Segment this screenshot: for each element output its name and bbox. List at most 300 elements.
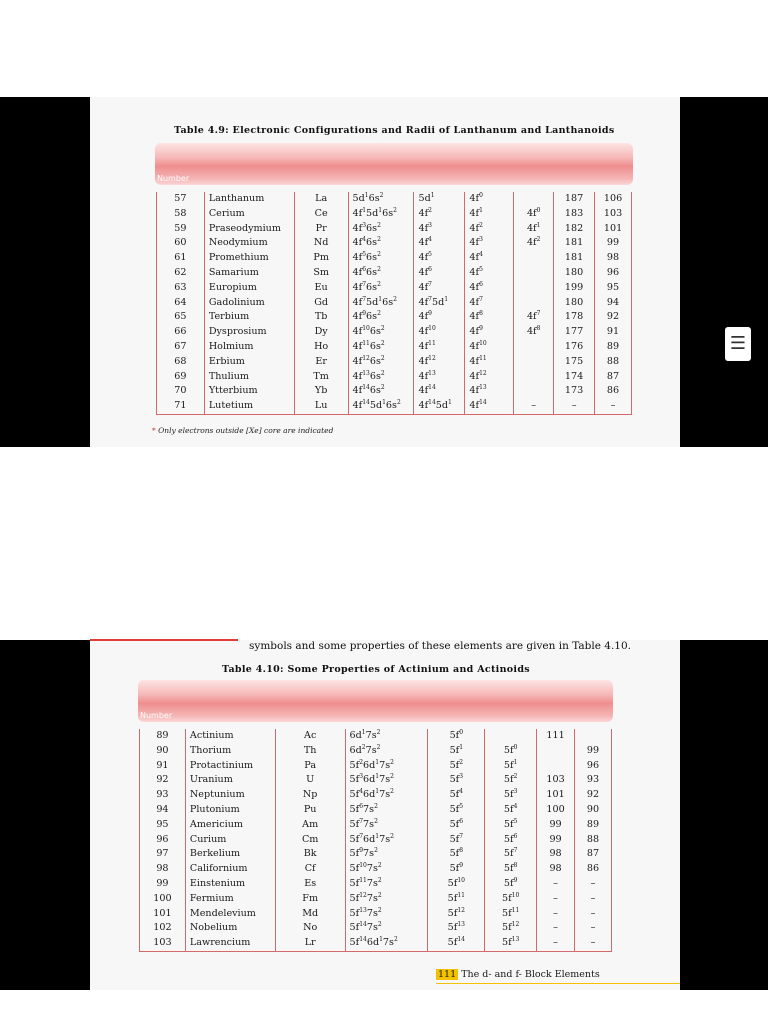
cell-r1: –: [537, 936, 575, 951]
cell-c2: $4f^{10}$: [414, 325, 465, 340]
cell-num: 71: [157, 399, 205, 414]
cell-name: Protactinium: [185, 759, 275, 774]
cell-c2: $5f^1$: [428, 744, 485, 759]
cell-c2: $4f^{13}$: [414, 370, 465, 385]
cell-sym: Md: [275, 907, 345, 922]
cell-c1: $4f^15d^16s^2$: [348, 207, 414, 222]
cell-name: Plutonium: [185, 803, 275, 818]
hamburger-menu-icon: ☰: [729, 333, 747, 354]
cell-r1: –: [554, 399, 595, 414]
cell-sym: Pm: [294, 251, 348, 266]
table-4-10: [139, 729, 612, 952]
cell-num: 100: [140, 892, 186, 907]
cell-c3: $5f^3$: [485, 788, 537, 803]
cell-r2: 87: [595, 370, 632, 385]
cell-c3: $4f^{13}$: [465, 384, 514, 399]
header-fragment: Number: [157, 174, 190, 183]
table-row: [157, 192, 632, 207]
cell-c3: $5f^{11}$: [485, 907, 537, 922]
table-row: [140, 847, 612, 862]
cell-num: 98: [140, 862, 186, 877]
cell-num: 67: [157, 340, 205, 355]
cell-r2: 95: [595, 281, 632, 296]
cell-num: 61: [157, 251, 205, 266]
cell-num: 63: [157, 281, 205, 296]
cell-c2: $5f^0$: [428, 729, 485, 744]
table-row: [140, 818, 612, 833]
cell-r2: 106: [595, 192, 632, 207]
table-row: [140, 833, 612, 848]
table-4-9-header: [155, 143, 633, 185]
cell-num: 70: [157, 384, 205, 399]
cell-num: 92: [140, 773, 186, 788]
cell-num: 64: [157, 296, 205, 311]
cell-name: Cerium: [204, 207, 294, 222]
cell-sym: Eu: [294, 281, 348, 296]
cell-sym: Ac: [275, 729, 345, 744]
cell-r1: 99: [537, 833, 575, 848]
cell-c3: $4f^{10}$: [465, 340, 514, 355]
cell-sym: Am: [275, 818, 345, 833]
cell-name: Neptunium: [185, 788, 275, 803]
cell-num: 102: [140, 921, 186, 936]
cell-r1: –: [537, 892, 575, 907]
cell-r2: 96: [575, 759, 612, 774]
section-rule: [90, 639, 238, 641]
table-row: [140, 862, 612, 877]
cell-c1: $5f^{14}6d^17s^2$: [345, 936, 428, 951]
cell-c2: $4f^75d^1$: [414, 296, 465, 311]
footnote-mark: *: [152, 426, 156, 435]
cell-c1: $4f^75d^16s^2$: [348, 296, 414, 311]
cell-c2: $5f^2$: [428, 759, 485, 774]
cell-name: Lanthanum: [204, 192, 294, 207]
cell-name: Ytterbium: [204, 384, 294, 399]
cell-c1: $4f^36s^2$: [348, 222, 414, 237]
cell-r1: [537, 744, 575, 759]
cell-c4: [514, 370, 554, 385]
cell-c1: $5f^77s^2$: [345, 818, 428, 833]
cell-c2: $5f^{10}$: [428, 877, 485, 892]
cell-sym: Cm: [275, 833, 345, 848]
cell-c4: [514, 192, 554, 207]
cell-c3: $5f^{10}$: [485, 892, 537, 907]
cell-r1: 98: [537, 847, 575, 862]
cell-sym: Gd: [294, 296, 348, 311]
cell-sym: Nd: [294, 236, 348, 251]
cell-num: 90: [140, 744, 186, 759]
cell-c2: $4f^{14}5d^1$: [414, 399, 465, 414]
cell-r2: 93: [575, 773, 612, 788]
cell-name: Thorium: [185, 744, 275, 759]
cell-r1: 98: [537, 862, 575, 877]
cell-r1: 99: [537, 818, 575, 833]
cell-c2: $5f^{14}$: [428, 936, 485, 951]
cell-num: 89: [140, 729, 186, 744]
cell-name: Americium: [185, 818, 275, 833]
cell-c3: $4f^7$: [465, 296, 514, 311]
cell-c4: $4f^2$: [514, 236, 554, 251]
cell-c2: $5f^4$: [428, 788, 485, 803]
table-4-9-caption: Table 4.9: Electronic Configurations and Radii of Lanthanum and Lanthanoids: [174, 125, 615, 136]
cell-c1: $5f^97s^2$: [345, 847, 428, 862]
cell-c4: [514, 281, 554, 296]
cell-r1: 111: [537, 729, 575, 744]
cell-r2: 99: [595, 236, 632, 251]
table-row: [157, 399, 632, 414]
cell-c4: [514, 355, 554, 370]
cell-name: Lutetium: [204, 399, 294, 414]
cell-sym: No: [275, 921, 345, 936]
cell-sym: Es: [275, 877, 345, 892]
page-number: 111: [438, 969, 457, 980]
cell-c2: $4f^7$: [414, 281, 465, 296]
cell-sym: Yb: [294, 384, 348, 399]
cell-c2: $4f^9$: [414, 310, 465, 325]
cell-c2: $5f^6$: [428, 818, 485, 833]
cell-c4: [514, 266, 554, 281]
cell-c1: $5d^16s^2$: [348, 192, 414, 207]
cell-c1: $5f^36d^17s^2$: [345, 773, 428, 788]
cell-sym: Cf: [275, 862, 345, 877]
cell-num: 68: [157, 355, 205, 370]
cell-name: Fermium: [185, 892, 275, 907]
cell-c3: $5f^0$: [485, 744, 537, 759]
cell-sym: Bk: [275, 847, 345, 862]
header-fragment: Number: [140, 711, 173, 720]
cell-name: Holmium: [204, 340, 294, 355]
cell-sym: Th: [275, 744, 345, 759]
table-row: [140, 773, 612, 788]
cell-sym: Ho: [294, 340, 348, 355]
cell-c2: $4f^6$: [414, 266, 465, 281]
table-row: [157, 236, 632, 251]
table-4-10-caption: Table 4.10: Some Properties of Actinium and Actinoids: [222, 664, 530, 675]
cell-name: Mendelevium: [185, 907, 275, 922]
cell-r1: 177: [554, 325, 595, 340]
cell-r2: 89: [595, 340, 632, 355]
intro-line: symbols and some properties of these elements are given in Table 4.10.: [249, 640, 631, 652]
cell-name: Californium: [185, 862, 275, 877]
cell-r2: 94: [595, 296, 632, 311]
cell-r1: 183: [554, 207, 595, 222]
cell-c1: $5f^{12}7s^2$: [345, 892, 428, 907]
cell-c1: $4f^{14}6s^2$: [348, 384, 414, 399]
cell-num: 96: [140, 833, 186, 848]
cell-c3: $4f^1$: [465, 207, 514, 222]
page-footer: [436, 969, 600, 980]
cell-c3: $5f^7$: [485, 847, 537, 862]
cell-sym: Lr: [275, 936, 345, 951]
cell-num: 57: [157, 192, 205, 207]
cell-r2: 92: [575, 788, 612, 803]
table-row: [157, 355, 632, 370]
table-row: [157, 310, 632, 325]
cell-c3: $5f^8$: [485, 862, 537, 877]
cell-num: 91: [140, 759, 186, 774]
cell-c3: $4f^4$: [465, 251, 514, 266]
cell-c4: [514, 251, 554, 266]
cell-c3: $4f^{11}$: [465, 355, 514, 370]
cell-r1: 178: [554, 310, 595, 325]
cell-name: Curium: [185, 833, 275, 848]
table-row: [140, 803, 612, 818]
cell-r1: –: [537, 907, 575, 922]
cell-c3: $4f^9$: [465, 325, 514, 340]
cell-name: Erbium: [204, 355, 294, 370]
cell-r2: –: [575, 877, 612, 892]
cell-c3: $5f^2$: [485, 773, 537, 788]
cell-num: 60: [157, 236, 205, 251]
cell-r2: 88: [595, 355, 632, 370]
table-row: [140, 936, 612, 951]
cell-r2: 96: [595, 266, 632, 281]
table-row: [140, 907, 612, 922]
cell-c2: $4f^2$: [414, 207, 465, 222]
cell-c4: $4f^1$: [514, 222, 554, 237]
table-row: [157, 384, 632, 399]
table-row: [140, 788, 612, 803]
cell-sym: Tm: [294, 370, 348, 385]
cell-r1: 101: [537, 788, 575, 803]
table-row: [157, 207, 632, 222]
cell-r2: –: [575, 907, 612, 922]
cell-num: 95: [140, 818, 186, 833]
cell-sym: Pa: [275, 759, 345, 774]
cell-c2: $5f^{13}$: [428, 921, 485, 936]
cell-r1: 100: [537, 803, 575, 818]
cell-c3: $4f^8$: [465, 310, 514, 325]
cell-c2: $5f^3$: [428, 773, 485, 788]
cell-sym: Tb: [294, 310, 348, 325]
cell-r2: –: [575, 892, 612, 907]
cell-c2: $5f^8$: [428, 847, 485, 862]
cell-r2: –: [575, 936, 612, 951]
left-letterbox: [0, 97, 90, 447]
cell-r2: 91: [595, 325, 632, 340]
cell-sym: Fm: [275, 892, 345, 907]
cell-num: 97: [140, 847, 186, 862]
cell-r1: 181: [554, 251, 595, 266]
cell-c1: $5f^46d^17s^2$: [345, 788, 428, 803]
table-4-9: [156, 192, 632, 415]
left-letterbox-bottom: [0, 640, 90, 990]
cell-r1: 175: [554, 355, 595, 370]
table-row: [157, 325, 632, 340]
cell-c3: $4f^{12}$: [465, 370, 514, 385]
cell-sym: Pr: [294, 222, 348, 237]
cell-sym: Lu: [294, 399, 348, 414]
cell-sym: Er: [294, 355, 348, 370]
footnote-text: Only electrons outside [Xe] core are indicated: [158, 426, 334, 435]
cell-c3: $5f^{13}$: [485, 936, 537, 951]
table-row: [157, 370, 632, 385]
cell-c3: [485, 729, 537, 744]
table-row: [157, 222, 632, 237]
cell-c2: $4f^4$: [414, 236, 465, 251]
cell-name: Neodymium: [204, 236, 294, 251]
cell-sym: La: [294, 192, 348, 207]
cell-c1: $5f^{11}7s^2$: [345, 877, 428, 892]
cell-c2: $4f^{12}$: [414, 355, 465, 370]
right-letterbox: [680, 97, 768, 447]
table-4-9-footnote: [152, 426, 333, 435]
cell-name: Thulium: [204, 370, 294, 385]
cell-num: 94: [140, 803, 186, 818]
cell-r2: 86: [595, 384, 632, 399]
cell-name: Samarium: [204, 266, 294, 281]
cell-r2: –: [595, 399, 632, 414]
cell-r1: 103: [537, 773, 575, 788]
cell-name: Promethium: [204, 251, 294, 266]
cell-r2: 101: [595, 222, 632, 237]
cell-c2: $4f^{11}$: [414, 340, 465, 355]
cell-c4: [514, 340, 554, 355]
cell-num: 59: [157, 222, 205, 237]
cell-r1: –: [537, 921, 575, 936]
cell-c1: $4f^66s^2$: [348, 266, 414, 281]
cell-name: Europium: [204, 281, 294, 296]
cell-c3: $4f^6$: [465, 281, 514, 296]
cell-name: Actinium: [185, 729, 275, 744]
cell-r2: 98: [595, 251, 632, 266]
cell-num: 99: [140, 877, 186, 892]
table-row: [157, 281, 632, 296]
table-row: [140, 759, 612, 774]
cell-c4: $4f^8$: [514, 325, 554, 340]
cell-r2: 89: [575, 818, 612, 833]
cell-c3: $5f^{12}$: [485, 921, 537, 936]
cell-num: 65: [157, 310, 205, 325]
cell-c2: $4f^5$: [414, 251, 465, 266]
cell-r1: 180: [554, 266, 595, 281]
cell-r2: 90: [575, 803, 612, 818]
cell-c2: $4f^3$: [414, 222, 465, 237]
cell-r1: [537, 759, 575, 774]
table-row: [157, 340, 632, 355]
cell-sym: Np: [275, 788, 345, 803]
cell-sym: Pu: [275, 803, 345, 818]
cell-num: 69: [157, 370, 205, 385]
cell-c3: $4f^{14}$: [465, 399, 514, 414]
cell-name: Lawrencium: [185, 936, 275, 951]
cell-sym: Ce: [294, 207, 348, 222]
cell-r2: 88: [575, 833, 612, 848]
cell-c3: $4f^0$: [465, 192, 514, 207]
footer-rule: [436, 983, 680, 984]
cell-c2: $5f^5$: [428, 803, 485, 818]
cell-c1: $4f^{12}6s^2$: [348, 355, 414, 370]
cell-c2: $5d^1$: [414, 192, 465, 207]
cell-c4: $4f^7$: [514, 310, 554, 325]
cell-sym: U: [275, 773, 345, 788]
cell-c4: [514, 296, 554, 311]
cell-c2: $5f^{11}$: [428, 892, 485, 907]
table-4-10-header: [138, 680, 613, 722]
cell-c3: $5f^5$: [485, 818, 537, 833]
cell-name: Terbium: [204, 310, 294, 325]
cell-c1: $5f^26d^17s^2$: [345, 759, 428, 774]
table-row: [140, 729, 612, 744]
cell-name: Uranium: [185, 773, 275, 788]
running-title: The d- and f- Block Elements: [461, 969, 600, 980]
cell-c3: $4f^2$: [465, 222, 514, 237]
cell-c1: $4f^{11}6s^2$: [348, 340, 414, 355]
cell-sym: Dy: [294, 325, 348, 340]
cell-c1: $5f^76d^17s^2$: [345, 833, 428, 848]
cell-c2: $5f^9$: [428, 862, 485, 877]
cell-c4: –: [514, 399, 554, 414]
cell-r1: 199: [554, 281, 595, 296]
cell-c1: $5f^{10}7s^2$: [345, 862, 428, 877]
cell-r2: 87: [575, 847, 612, 862]
cell-c1: $6d^27s^2$: [345, 744, 428, 759]
table-row: [140, 892, 612, 907]
table-row: [140, 877, 612, 892]
cell-r2: [575, 729, 612, 744]
cell-name: Dysprosium: [204, 325, 294, 340]
cell-c1: $4f^76s^2$: [348, 281, 414, 296]
cell-c1: $6d^17s^2$: [345, 729, 428, 744]
cell-c2: $5f^{12}$: [428, 907, 485, 922]
cell-r1: 176: [554, 340, 595, 355]
menu-button[interactable]: [725, 327, 751, 361]
right-letterbox-bottom: [680, 640, 768, 990]
cell-c1: $5f^{13}7s^2$: [345, 907, 428, 922]
cell-r2: –: [575, 921, 612, 936]
cell-c1: $4f^{14}5d^16s^2$: [348, 399, 414, 414]
cell-num: 101: [140, 907, 186, 922]
cell-sym: Sm: [294, 266, 348, 281]
cell-name: Praseodymium: [204, 222, 294, 237]
cell-r2: 86: [575, 862, 612, 877]
cell-c2: $5f^7$: [428, 833, 485, 848]
cell-c3: $5f^9$: [485, 877, 537, 892]
cell-c1: $4f^56s^2$: [348, 251, 414, 266]
cell-r1: 182: [554, 222, 595, 237]
cell-c4: $4f^0$: [514, 207, 554, 222]
cell-c1: $4f^{10}6s^2$: [348, 325, 414, 340]
cell-c2: $4f^{14}$: [414, 384, 465, 399]
cell-c3: $5f^1$: [485, 759, 537, 774]
table-row: [157, 266, 632, 281]
cell-name: Berkelium: [185, 847, 275, 862]
cell-c3: $5f^4$: [485, 803, 537, 818]
cell-r1: 180: [554, 296, 595, 311]
cell-name: Einstenium: [185, 877, 275, 892]
cell-c1: $4f^96s^2$: [348, 310, 414, 325]
cell-num: 62: [157, 266, 205, 281]
cell-r1: –: [537, 877, 575, 892]
cell-r1: 187: [554, 192, 595, 207]
cell-num: 58: [157, 207, 205, 222]
cell-c1: $5f^{14}7s^2$: [345, 921, 428, 936]
cell-name: Gadolinium: [204, 296, 294, 311]
cell-c4: [514, 384, 554, 399]
cell-c3: $5f^6$: [485, 833, 537, 848]
cell-c1: $4f^46s^2$: [348, 236, 414, 251]
cell-name: Nobelium: [185, 921, 275, 936]
cell-num: 66: [157, 325, 205, 340]
cell-r2: 99: [575, 744, 612, 759]
cell-num: 93: [140, 788, 186, 803]
cell-c3: $4f^5$: [465, 266, 514, 281]
cell-r1: 173: [554, 384, 595, 399]
table-row: [157, 251, 632, 266]
cell-c1: $5f^67s^2$: [345, 803, 428, 818]
cell-num: 103: [140, 936, 186, 951]
cell-r1: 181: [554, 236, 595, 251]
